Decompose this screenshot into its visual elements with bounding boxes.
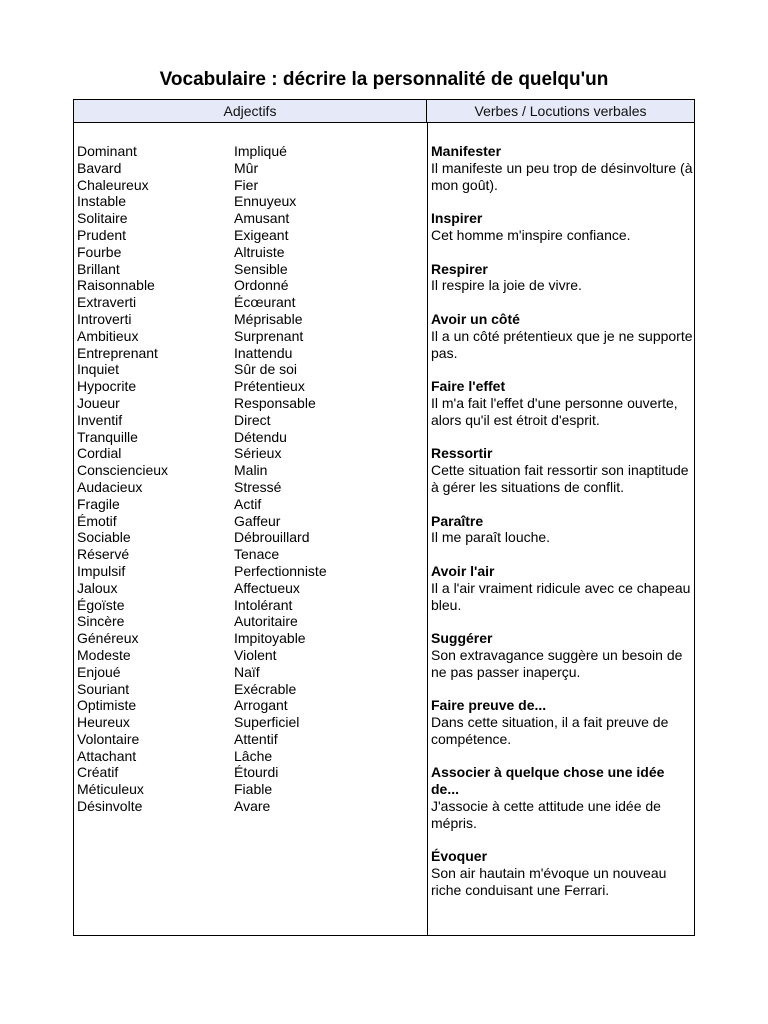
adjective-item: Direct: [234, 411, 271, 428]
adjective-item: Lâche: [234, 747, 273, 764]
adjective-item: Détendu: [234, 428, 287, 445]
adjectives-column-2: [234, 143, 327, 815]
verb-entry: [431, 563, 693, 613]
verbs-column: [431, 143, 693, 916]
adjective-item: Attentif: [234, 730, 278, 747]
column-divider: [427, 123, 428, 935]
verb-example: Dans cette situation, il a fait preuve de compétence.: [431, 714, 669, 747]
adjective-item: Modeste: [77, 646, 131, 663]
verb-term: Faire preuve de...: [431, 697, 547, 714]
adjective-item: Introverti: [77, 310, 132, 327]
adjective-item: Optimiste: [77, 697, 137, 714]
verb-example: Il a un côté prétentieux que je ne supporte pas.: [431, 327, 693, 361]
adjective-item: Volontaire: [77, 730, 140, 747]
adjective-item: Inquiet: [77, 361, 120, 378]
adjective-item: Avare: [234, 798, 271, 815]
adjective-item: Ordonné: [234, 277, 289, 294]
verb-entry: [431, 697, 693, 747]
adjective-item: Enjoué: [77, 663, 121, 680]
adjective-item: Violent: [234, 646, 277, 663]
adjective-item: Chaleureux: [77, 176, 149, 193]
verb-term: Faire l'effet: [431, 378, 506, 395]
page-title: Vocabulaire : décrire la personnalité de quelqu'un: [159, 69, 609, 90]
verb-entry: [431, 311, 693, 361]
adjective-item: Impitoyable: [234, 630, 306, 647]
adjective-item: Écœurant: [234, 294, 296, 311]
verb-term: Avoir un côté: [431, 310, 520, 327]
adjective-item: Jaloux: [77, 579, 118, 596]
adjective-item: Raisonnable: [77, 277, 155, 294]
adjective-item: Désinvolte: [77, 798, 143, 815]
adjective-item: Responsable: [234, 394, 316, 411]
adjective-item: Bavard: [77, 159, 122, 176]
adjective-item: Exécrable: [234, 680, 297, 697]
adjective-item: Réservé: [77, 546, 130, 563]
adjective-item: Égoïste: [77, 596, 125, 613]
adjective-item: Affectueux: [234, 579, 300, 596]
adjective-item: Altruiste: [234, 243, 285, 260]
adjective-item: Impliqué: [234, 143, 287, 159]
adjective-item: Créatif: [77, 764, 119, 781]
adjective-item: Actif: [234, 495, 262, 512]
adjective-item: Instable: [77, 193, 127, 210]
adjective-item: Mûr: [234, 159, 259, 176]
verb-term: Paraître: [431, 512, 484, 529]
verb-term: Associer à quelque chose une idée de...: [431, 764, 665, 798]
adjective-item: Prudent: [77, 226, 127, 243]
verb-term: Ressortir: [431, 445, 493, 462]
adjective-item: Méticuleux: [77, 781, 144, 798]
verb-entry: [431, 513, 693, 547]
adjective-item: Cordial: [77, 445, 122, 462]
adjective-item: Gaffeur: [234, 512, 281, 529]
adjectives-column-1: [77, 143, 168, 815]
verb-term: Évoquer: [431, 848, 488, 865]
adjective-item: Fier: [234, 176, 259, 193]
adjective-item: Émotif: [77, 512, 117, 529]
adjective-item: Amusant: [234, 210, 290, 227]
adjective-item: Prétentieux: [234, 378, 305, 395]
adjective-item: Extraverti: [77, 294, 137, 311]
verb-example: Son extravagance suggère un besoin de ne pas passer inaperçu.: [431, 646, 683, 680]
adjective-item: Ambitieux: [77, 327, 139, 344]
adjective-item: Généreux: [77, 630, 139, 647]
adjective-item: Inattendu: [234, 344, 293, 361]
verb-term: Respirer: [431, 260, 488, 277]
verb-term: Avoir l'air: [431, 562, 495, 579]
adjective-item: Impulsif: [77, 562, 126, 579]
adjective-item: Dominant: [77, 143, 137, 159]
adjective-item: Fourbe: [77, 243, 122, 260]
adjective-item: Superficiel: [234, 714, 300, 731]
adjective-item: Malin: [234, 462, 268, 479]
verb-entry: [431, 630, 693, 680]
adjective-item: Arrogant: [234, 697, 288, 714]
verb-example: Il me paraît louche.: [431, 529, 551, 546]
verb-example: Il manifeste un peu trop de désinvolture (à mon goût).: [431, 159, 693, 193]
adjective-item: Consciencieux: [77, 462, 169, 479]
verb-example: Cet homme m'inspire confiance.: [431, 226, 631, 243]
adjective-item: Tenace: [234, 546, 280, 563]
verb-example: J'associe à cette attitude une idée de mépris.: [431, 798, 661, 831]
verb-term: Suggérer: [431, 630, 493, 647]
adjective-item: Étourdi: [234, 764, 279, 781]
adjective-item: Intolérant: [234, 596, 293, 613]
adjective-item: Ennuyeux: [234, 193, 297, 210]
adjective-item: Débrouillard: [234, 529, 310, 546]
verb-example: Il respire la joie de vivre.: [431, 277, 582, 294]
verb-entry: [431, 210, 693, 244]
adjective-item: Surprenant: [234, 327, 304, 344]
verb-example: Son air hautain m'évoque un nouveau riche conduisant une Ferrari.: [431, 865, 667, 899]
adjective-item: Sensible: [234, 260, 288, 277]
adjective-item: Fiable: [234, 781, 273, 798]
verbs-header: Verbes / Locutions verbales: [427, 100, 694, 123]
verb-example: Il a l'air vraiment ridicule avec ce chapeau bleu.: [431, 579, 691, 613]
adjective-item: Méprisable: [234, 310, 303, 327]
verb-entry: [431, 378, 693, 428]
adjective-item: Entreprenant: [77, 344, 158, 361]
adjective-item: Perfectionniste: [234, 562, 327, 579]
adjective-item: Sûr de soi: [234, 361, 298, 378]
adjective-item: Fragile: [77, 495, 120, 512]
adjective-item: Sincère: [77, 613, 125, 630]
adjective-item: Audacieux: [77, 478, 143, 495]
adjective-item: Joueur: [77, 394, 120, 411]
adjective-item: Sérieux: [234, 445, 282, 462]
adjective-item: Stressé: [234, 478, 282, 495]
verb-entry: [431, 143, 693, 193]
verb-term: Inspirer: [431, 210, 483, 227]
adjective-item: Exigeant: [234, 226, 289, 243]
verb-entry: [431, 445, 693, 495]
verb-example: Il m'a fait l'effet d'une personne ouverte, alors qu'il est étroit d'esprit.: [431, 394, 678, 428]
vocabulary-table: [73, 99, 695, 936]
adjective-item: Sociable: [77, 529, 131, 546]
adjective-item: Brillant: [77, 260, 120, 277]
adjective-item: Souriant: [77, 680, 130, 697]
verb-example: Cette situation fait ressortir son inaptitude à gérer les situations de conflit.: [431, 462, 689, 495]
verb-entry: [431, 261, 693, 295]
adjectives-header: Adjectifs: [74, 100, 427, 123]
adjective-item: Solitaire: [77, 210, 128, 227]
adjective-item: Heureux: [77, 714, 130, 731]
verb-term: Manifester: [431, 143, 502, 159]
adjective-item: Autoritaire: [234, 613, 298, 630]
verb-entry: [431, 764, 693, 831]
adjective-item: Inventif: [77, 411, 123, 428]
adjective-item: Attachant: [77, 747, 137, 764]
adjective-item: Hypocrite: [77, 378, 137, 395]
verb-entry: [431, 848, 693, 898]
adjective-item: Naïf: [234, 663, 260, 680]
adjective-item: Tranquille: [77, 428, 138, 445]
